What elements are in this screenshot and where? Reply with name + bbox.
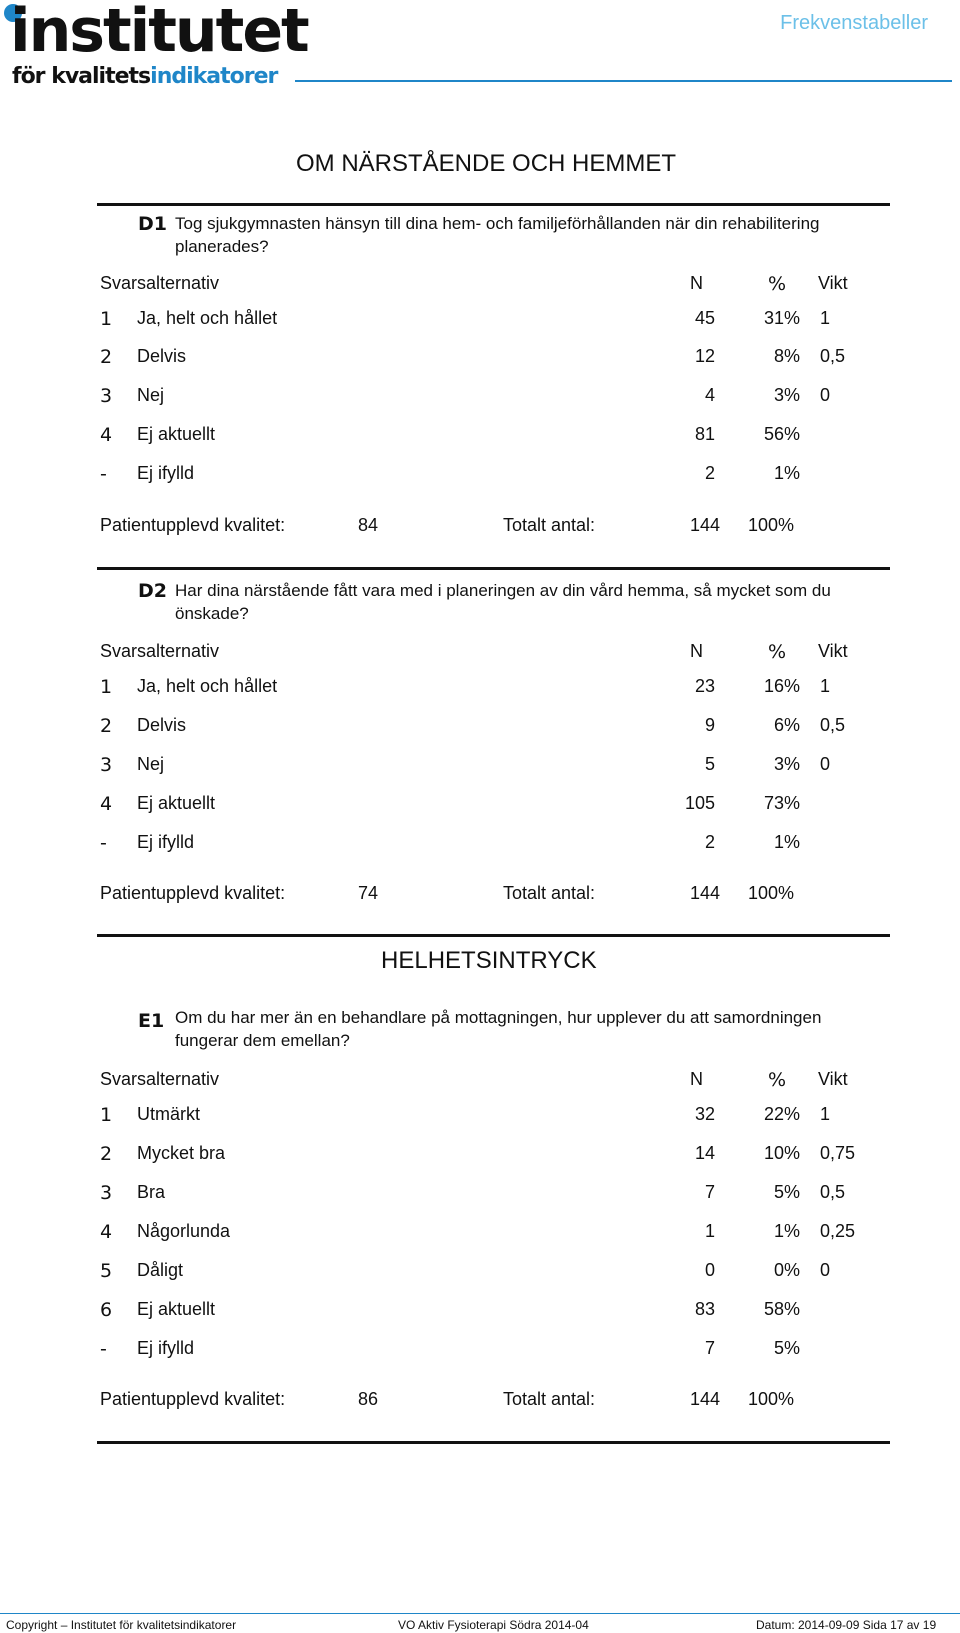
row-n: 7 [704, 1338, 715, 1358]
row-number: 6 [100, 1299, 113, 1321]
row-n: 23 [694, 676, 715, 696]
table-row [0, 832, 960, 862]
table-row [0, 385, 960, 415]
row-vikt: 0,5 [820, 715, 846, 735]
row-n: 0 [704, 1260, 715, 1280]
row-percent: 1% [773, 463, 800, 483]
question-code: D1 [138, 213, 167, 235]
row-percent: 10% [763, 1143, 800, 1163]
row-percent: 58% [763, 1299, 800, 1319]
question-divider [97, 567, 890, 570]
pk-value: 74 [358, 883, 379, 903]
row-percent: 5% [773, 1182, 800, 1202]
row-label: Delvis [137, 715, 187, 735]
question-code: E1 [138, 1010, 165, 1032]
pk-label: Patientupplevd kvalitet: [100, 1389, 286, 1409]
header-divider [295, 80, 952, 82]
table-row [0, 793, 960, 823]
question-code: D2 [138, 580, 167, 602]
row-vikt: 0 [820, 1260, 831, 1280]
footer-report-name: VO Aktiv Fysioterapi Södra 2014-04 [398, 1618, 589, 1632]
table-row [0, 754, 960, 784]
footer-divider [0, 1613, 960, 1614]
row-label: Ej ifylld [137, 832, 195, 852]
row-number: 4 [100, 424, 113, 446]
row-vikt: 0,25 [820, 1221, 856, 1241]
col-header-percent: % [768, 273, 787, 295]
row-n: 1 [704, 1221, 715, 1241]
col-header-svarsalternativ: Svarsalternativ [100, 641, 220, 661]
row-number: 4 [100, 1221, 113, 1243]
row-label: Ej aktuellt [137, 424, 216, 444]
row-label: Utmärkt [137, 1104, 200, 1124]
row-percent: 22% [763, 1104, 800, 1124]
row-number: 2 [100, 1143, 113, 1165]
row-label: Dåligt [137, 1260, 184, 1280]
row-label: Ej aktuellt [137, 793, 216, 813]
logo-sub-text: för kvalitetsindikatorer [12, 64, 278, 89]
row-number: - [100, 1338, 107, 1360]
row-number: 3 [100, 754, 113, 776]
row-percent: 3% [773, 385, 800, 405]
row-percent: 31% [763, 308, 800, 328]
table-row [0, 308, 960, 338]
row-vikt: 0 [820, 385, 831, 405]
row-n: 9 [704, 715, 715, 735]
table-row [0, 1182, 960, 1212]
table-row [0, 1143, 960, 1173]
col-header-svarsalternativ: Svarsalternativ [100, 1069, 220, 1089]
row-vikt: 0,75 [820, 1143, 856, 1163]
col-header-vikt: Vikt [818, 1069, 848, 1089]
header-title: Frekvenstabeller [780, 12, 928, 34]
section-title-narstaende: OM NÄRSTÅENDE OCH HEMMET [296, 150, 677, 177]
row-percent: 56% [763, 424, 800, 444]
section-title-helhetsintryck: HELHETSINTRYCK [381, 947, 597, 974]
row-n: 12 [694, 346, 715, 366]
row-n: 2 [704, 832, 715, 852]
row-number: 3 [100, 1182, 113, 1204]
table-row [0, 463, 960, 493]
table-row [0, 1104, 960, 1134]
row-n: 81 [694, 424, 715, 444]
row-vikt: 0,5 [820, 1182, 846, 1202]
col-header-percent: % [768, 641, 787, 663]
row-n: 7 [704, 1182, 715, 1202]
row-number: 3 [100, 385, 113, 407]
row-percent: 73% [763, 793, 800, 813]
section-divider [97, 934, 890, 937]
row-label: Nej [137, 385, 165, 405]
row-percent: 1% [773, 1221, 800, 1241]
row-label: Ja, helt och hållet [137, 676, 278, 696]
total-n: 144 [689, 883, 720, 903]
row-percent: 5% [773, 1338, 800, 1358]
row-vikt: 1 [820, 308, 831, 328]
pk-label: Patientupplevd kvalitet: [100, 883, 286, 903]
question-text: Om du har mer än en behandlare på mottagningen, hur upplever du att samordningen fungerar dem emellan? [175, 1008, 822, 1050]
question-text: Tog sjukgymnasten hänsyn till dina hem- och familjeförhållanden när din rehabilitering planerades? [175, 214, 820, 256]
row-label: Nej [137, 754, 165, 774]
row-percent: 1% [773, 832, 800, 852]
table-row [0, 1338, 960, 1368]
total-label: Totalt antal: [503, 515, 596, 535]
table-row [0, 1221, 960, 1251]
row-n: 5 [704, 754, 715, 774]
row-vikt: 0 [820, 754, 831, 774]
summary-row [0, 515, 960, 545]
table-row [0, 676, 960, 706]
row-number: 1 [100, 308, 113, 330]
row-label: Delvis [137, 346, 187, 366]
row-number: - [100, 832, 107, 854]
row-n: 32 [694, 1104, 715, 1124]
col-header-n: N [690, 273, 703, 293]
total-percent: 100% [747, 883, 794, 903]
total-label: Totalt antal: [503, 883, 596, 903]
total-percent: 100% [747, 515, 794, 535]
row-label: Ej aktuellt [137, 1299, 216, 1319]
total-n: 144 [689, 515, 720, 535]
footer-copyright: Copyright – Institutet för kvalitetsindikatorer [6, 1618, 237, 1632]
footer-date-page: Datum: 2014-09-09 Sida 17 av 19 [756, 1618, 937, 1632]
pk-label: Patientupplevd kvalitet: [100, 515, 286, 535]
row-vikt: 0,5 [820, 346, 846, 366]
pk-value: 84 [358, 515, 379, 535]
row-label: Någorlunda [137, 1221, 231, 1241]
row-number: 1 [100, 676, 113, 698]
row-label: Ej ifylld [137, 1338, 195, 1358]
row-percent: 6% [773, 715, 800, 735]
col-header-n: N [690, 641, 703, 661]
summary-row [0, 1389, 960, 1419]
table-row [0, 1299, 960, 1329]
row-number: 2 [100, 715, 113, 737]
col-header-percent: % [768, 1069, 787, 1091]
total-label: Totalt antal: [503, 1389, 596, 1409]
row-percent: 0% [773, 1260, 800, 1280]
row-percent: 8% [773, 346, 800, 366]
col-header-n: N [690, 1069, 703, 1089]
col-header-svarsalternativ: Svarsalternativ [100, 273, 220, 293]
row-percent: 16% [763, 676, 800, 696]
table-header [0, 641, 960, 671]
row-number: 4 [100, 793, 113, 815]
row-label: Mycket bra [137, 1143, 226, 1163]
row-vikt: 1 [820, 1104, 831, 1124]
total-percent: 100% [747, 1389, 794, 1409]
table-row [0, 715, 960, 745]
table-row [0, 1260, 960, 1290]
row-percent: 3% [773, 754, 800, 774]
table-header [0, 1069, 960, 1099]
table-row [0, 346, 960, 376]
row-number: 5 [100, 1260, 113, 1282]
row-n: 83 [694, 1299, 715, 1319]
row-n: 2 [704, 463, 715, 483]
summary-row [0, 883, 960, 913]
row-n: 105 [684, 793, 715, 813]
col-header-vikt: Vikt [818, 641, 848, 661]
row-label: Ja, helt och hållet [137, 308, 278, 328]
row-n: 45 [694, 308, 715, 328]
question-divider [97, 203, 890, 206]
logo-main-text: institutet [10, 0, 308, 66]
row-n: 14 [694, 1143, 715, 1163]
row-label: Ej ifylld [137, 463, 195, 483]
table-row [0, 424, 960, 454]
question-text: Har dina närstående fått vara med i planeringen av din vård hemma, så mycket som du önskade? [175, 581, 831, 623]
row-number: 2 [100, 346, 113, 368]
row-label: Bra [137, 1182, 166, 1202]
total-n: 144 [689, 1389, 720, 1409]
question-divider [97, 1441, 890, 1444]
table-header [0, 273, 960, 303]
col-header-vikt: Vikt [818, 273, 848, 293]
pk-value: 86 [358, 1389, 379, 1409]
row-n: 4 [704, 385, 715, 405]
row-vikt: 1 [820, 676, 831, 696]
row-number: 1 [100, 1104, 113, 1126]
row-number: - [100, 463, 107, 485]
